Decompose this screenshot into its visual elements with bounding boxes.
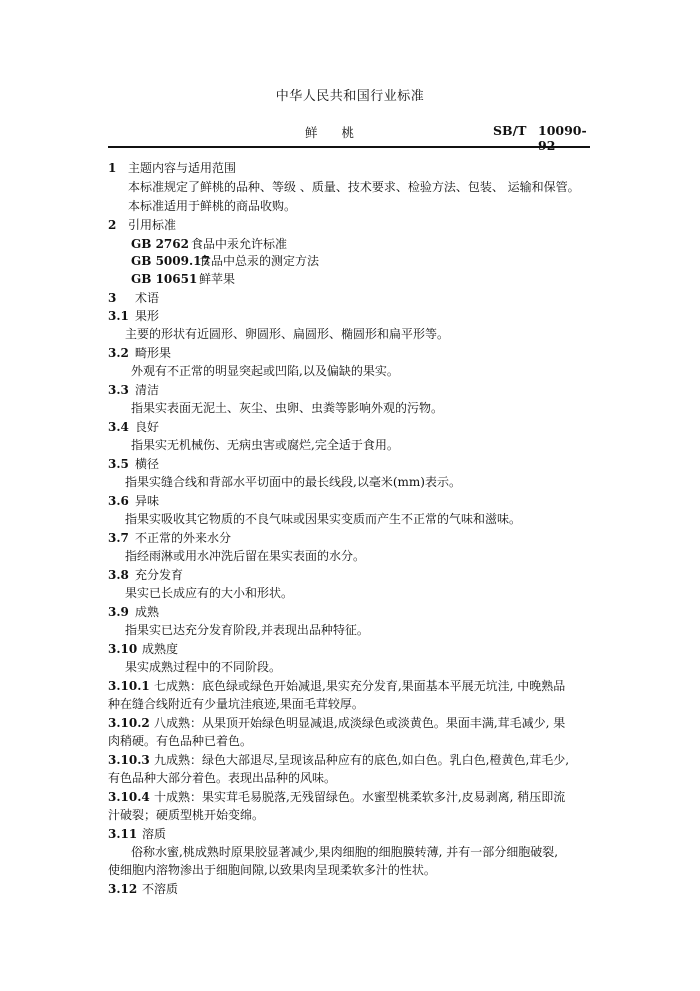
term-heading: 3.2 畸形果 — [108, 346, 172, 360]
term-definition: 使细胞内溶物渗出于细胞间隙,以致果肉呈现柔软多汁的性状。 — [108, 863, 436, 877]
term-definition: 果实成熟过程中的不同阶段。 — [125, 660, 282, 674]
section-1-paragraph-1: 本标准规定了鲜桃的品种、等级 、质量、技术要求、检验方法、包装、 运输和保管。 — [128, 180, 580, 194]
subterm-line: 3.10.2 八成熟：从果顶开始绿色明显减退,成淡绿色或淡黄色。果面丰满,茸毛减少, 果 — [108, 716, 566, 730]
document-title-row — [108, 123, 588, 153]
term-heading: 3.4 良好 — [108, 420, 160, 434]
term-heading: 3.11 溶质 — [108, 827, 167, 841]
standard-prefix: SB/T — [493, 123, 527, 138]
subterm-line: 有色品种大部分着色。表现出品种的风味。 — [108, 771, 337, 785]
subterm-line: 种在缝合线附近有少量坑洼痕迹,果面毛茸较厚。 — [108, 697, 364, 711]
reference-item: GB 5009.17食品中总汞的测定方法 — [131, 254, 320, 268]
term-heading: 3.6 异味 — [108, 494, 160, 508]
term-definition: 指经雨淋或用水冲洗后留在果实表面的水分。 — [125, 549, 366, 563]
subterm-line: 3.10.4 十成熟：果实茸毛易脱落,无残留绿色。水蜜型桃柔软多汁,皮易剥离, 稍压即流 — [108, 790, 566, 804]
term-definition: 外观有不正常的明显突起或凹陷,以及偏缺的果实。 — [131, 364, 399, 378]
document-name: 鲜桃 — [305, 125, 379, 140]
term-definition: 主要的形状有近圆形、卵圆形、扁圆形、椭圆形和扁平形等。 — [125, 327, 450, 341]
reference-item: GB 2762 食品中汞允许标准 — [131, 237, 288, 251]
section-1-heading: 1 主题内容与适用范围 — [108, 161, 237, 175]
subterm-line: 3.10.3 九成熟：绿色大部退尽,呈现该品种应有的底色,如白色。乳白色,橙黄色,茸毛少, — [108, 753, 570, 767]
term-heading: 3.3 清洁 — [108, 383, 160, 397]
subterm-line: 肉稍硬。有色品种已着色。 — [108, 734, 253, 748]
section-1-paragraph-2: 本标准适用于鲜桃的商品收购。 — [128, 199, 297, 213]
term-heading: 3.8 充分发育 — [108, 568, 184, 582]
term-heading: 3.5 横径 — [108, 457, 160, 471]
standard-number: 10090-92 — [538, 123, 587, 153]
term-definition: 俗称水蜜,桃成熟时原果胶显著减少,果肉细胞的细胞膜转薄, 并有一部分细胞破裂, — [131, 845, 559, 859]
term-definition: 指果实缝合线和背部水平切面中的最长线段,以毫米(mm)表示。 — [125, 475, 461, 489]
section-3-heading: 3 术语 — [108, 291, 160, 305]
term-definition: 指果实表面无泥土、灰尘、虫卵、虫粪等影响外观的污物。 — [131, 401, 444, 415]
term-heading: 3.10 成熟度 — [108, 642, 179, 656]
term-heading: 3.1 果形 — [108, 309, 160, 323]
term-definition: 指果实吸收其它物质的不良气味或因果实变质而产生不正常的气味和滋味。 — [125, 512, 522, 526]
term-definition: 指果实已达充分发育阶段,并表现出品种特征。 — [125, 623, 369, 637]
subterm-line: 3.10.1 七成熟：底色绿或绿色开始减退,果实充分发育,果面基本平展无坑洼, 中晚熟品 — [108, 679, 566, 693]
term-heading: 3.12 不溶质 — [108, 882, 179, 896]
section-2-heading: 2 引用标准 — [108, 218, 177, 232]
standard-org-title: 中华人民共和国行业标准 — [275, 89, 425, 104]
term-definition: 果实已长成应有的大小和形状。 — [125, 586, 294, 600]
reference-item: GB 10651 鲜苹果 — [131, 272, 236, 286]
term-definition: 指果实无机械伤、无病虫害或腐烂,完全适于食用。 — [131, 438, 399, 452]
subterm-line: 汁破裂；硬质型桃开始变绵。 — [108, 808, 265, 822]
header-divider — [108, 146, 590, 148]
term-heading: 3.7 不正常的外来水分 — [108, 531, 232, 545]
term-heading: 3.9 成熟 — [108, 605, 160, 619]
